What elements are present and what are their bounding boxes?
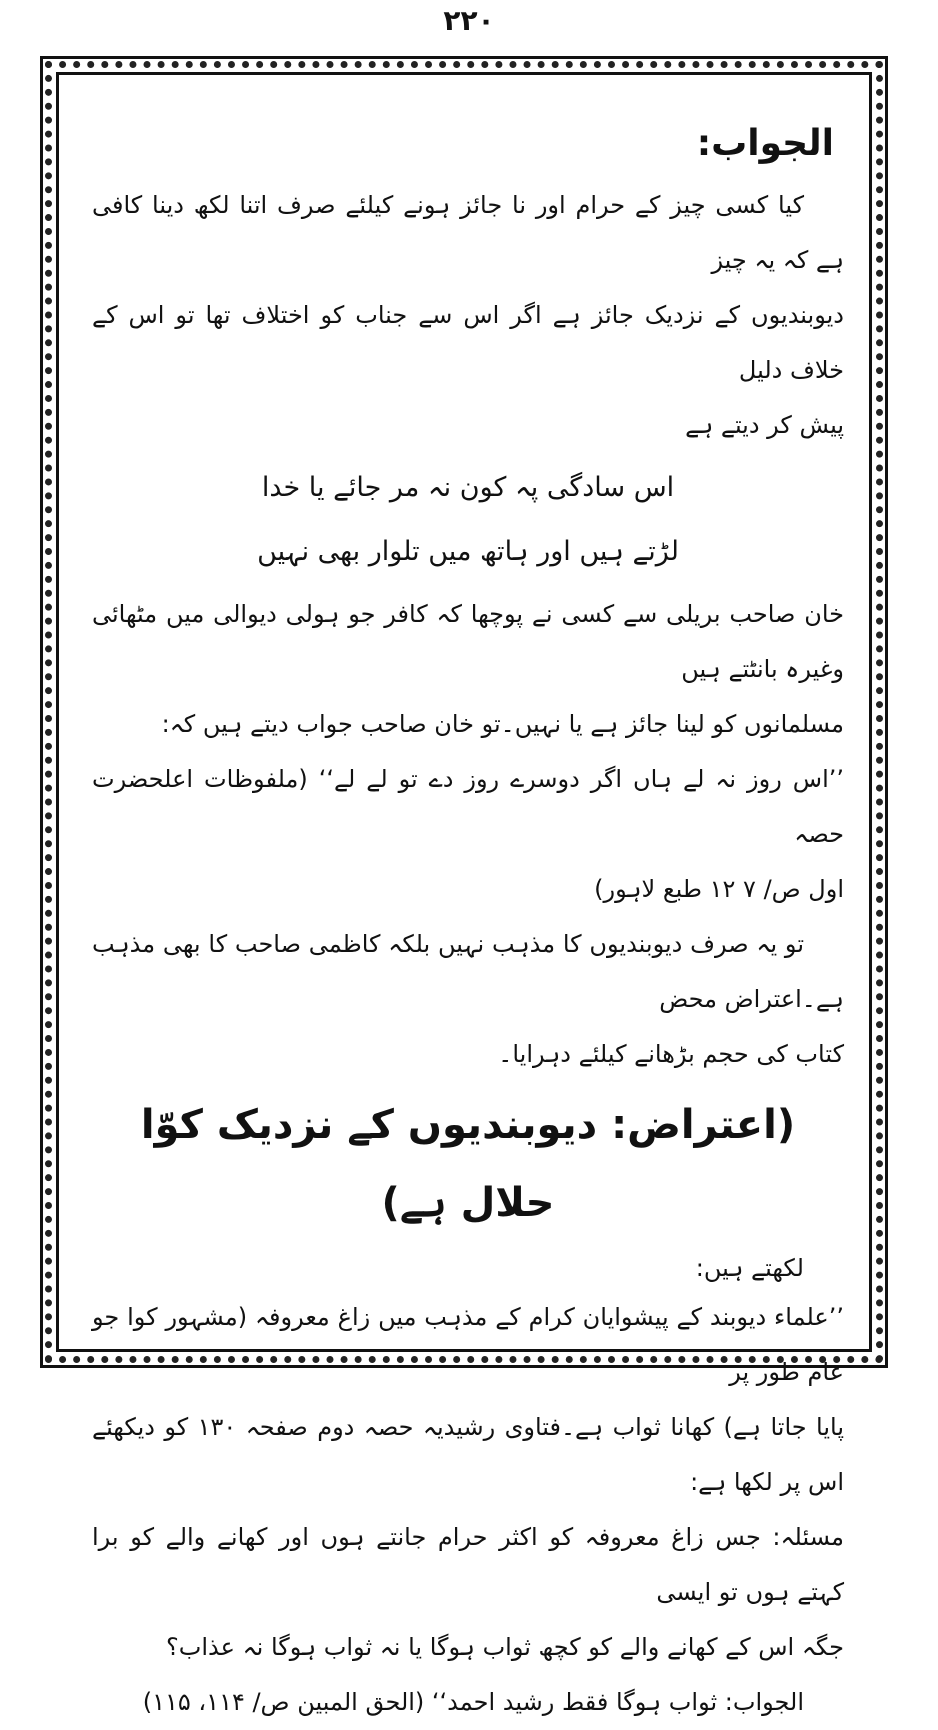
quote-line: مسئلہ: جس زاغ معروفہ کو اکثر حرام جانتے ہوں اور کھانے والے کو برا کہتے ہوں تو ایسی (92, 1523, 844, 1606)
para-line: پیش کر دیتے ہے (685, 411, 844, 439)
para-line: کیا کسی چیز کے حرام اور نا جائز ہونے کیلئے صرف اتنا لکھ دینا کافی ہے کہ یہ چیز (92, 191, 844, 274)
quote-line: پایا جاتا ہے) کھانا ثواب ہے۔فتاوی رشیدیہ حصہ دوم صفحہ ۱۳۰ کو دیکھئے اس پر لکھا ہے: (92, 1413, 844, 1496)
couplet-line: اس سادگی پہ کون نہ مر جائے یا خدا (261, 472, 675, 503)
para-line: تو یہ صرف دیوبندیوں کا مذہب نہیں بلکہ کاظمی صاحب کا بھی مذہب ہے۔اعتراض محض (92, 930, 844, 1013)
para-line: خان صاحب بریلی سے کسی نے پوچھا کہ کافر جو ہولی دیوالی میں مٹھائی وغیرہ بانٹتے ہیں (92, 600, 844, 683)
page-content (92, 100, 844, 1716)
para-line: مسلمانوں کو لینا جائز ہے یا نہیں۔تو خان صاحب جواب دیتے ہیں کہ: (161, 710, 844, 738)
page-number: ۲۲۰ (443, 4, 495, 37)
citation-line: اول ص/ ۷ ۱۲ طبع لاہور) (594, 875, 844, 903)
writes-label: لکھتے ہیں: (695, 1254, 804, 1282)
couplet-line: لڑتے ہیں اور ہاتھ میں تلوار بھی نہیں (257, 536, 679, 567)
quote-line: ’’اس روز نہ لے ہاں اگر دوسرے روز دے تو لے لے‘‘ (ملفوظات اعلحضرت حصہ (92, 765, 844, 848)
quote-line: جگہ اس کے کھانے والے کو کچھ ثواب ہوگا یا نہ ثواب ہوگا نہ عذاب؟ (166, 1633, 844, 1661)
quote-line: ’’علماء دیوبند کے پیشوایان کرام کے مذہب میں زاغ معروفہ (مشہور کوا جو عام طور پر (92, 1303, 844, 1386)
para-line: کتاب کی حجم بڑھانے کیلئے دہرایا۔ (498, 1040, 844, 1068)
para-line: دیوبندیوں کے نزدیک جائز ہے اگر اس سے جناب کو اختلاف تھا تو اس کے خلاف دلیل (92, 301, 844, 384)
answer-heading: الجواب: (696, 123, 834, 164)
citation-line: الجواب: ثواب ہوگا فقط رشید احمد‘‘ (الحق المبین ص/ ۱۱۴، ۱۱۵) (142, 1688, 804, 1716)
objection-title: (اعتراض: دیوبندیوں کے نزدیک کوّا حلال ہے) (140, 1102, 796, 1226)
